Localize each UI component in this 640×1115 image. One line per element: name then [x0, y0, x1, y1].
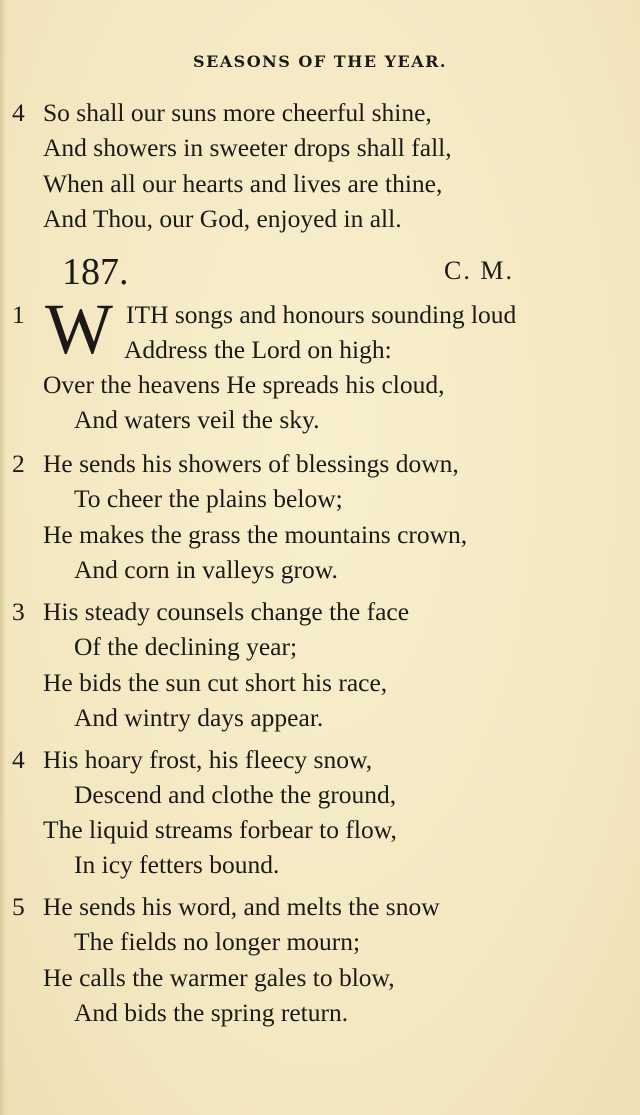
verse-line: And Thou, our God, enjoyed in all.: [43, 204, 402, 233]
verse-line: Over the heavens He spreads his cloud,: [43, 370, 445, 399]
verse-line: The liquid streams forbear to flow,: [43, 815, 397, 844]
stanza-number: 1: [12, 300, 25, 329]
verse-line: ITH songs and honours sounding loud: [126, 300, 517, 329]
verse-line: When all our hearts and lives are thine,: [43, 169, 443, 198]
verse-line: Address the Lord on high:: [124, 335, 392, 364]
verse-line: He sends his showers of blessings down,: [43, 449, 459, 478]
verse-line: He makes the grass the mountains crown,: [43, 520, 468, 549]
verse-line: Of the declining year;: [74, 632, 298, 661]
hymn-number: 187.: [62, 251, 129, 293]
stanza-number: 5: [12, 892, 25, 921]
stanza-number: 3: [12, 597, 25, 626]
verse-line: To cheer the plains below;: [74, 484, 343, 513]
verse-line: Descend and clothe the ground,: [74, 780, 397, 809]
verse-line: His steady counsels change the face: [43, 597, 410, 626]
verse-line: And waters veil the sky.: [74, 405, 320, 434]
verse-line: He bids the sun cut short his race,: [43, 668, 388, 697]
page-edge: [0, 0, 6, 1115]
verse-line: And showers in sweeter drops shall fall,: [43, 133, 452, 162]
verse-line: He calls the warmer gales to blow,: [43, 963, 395, 992]
verse-line: So shall our suns more cheerful shine,: [43, 98, 432, 127]
verse-line: And wintry days appear.: [74, 703, 324, 732]
stanza-number: 4: [12, 745, 25, 774]
stanza-number: 4: [12, 98, 25, 127]
verse-line: And corn in valleys grow.: [74, 555, 338, 584]
hymn-meter: C. M.: [444, 256, 514, 285]
verse-line: And bids the spring return.: [74, 998, 349, 1027]
stanza-number: 2: [12, 449, 25, 478]
verse-line: His hoary frost, his fleecy snow,: [43, 745, 373, 774]
verse-line: In icy fetters bound.: [74, 850, 280, 879]
verse-line: The fields no longer mourn;: [74, 927, 361, 956]
verse-line: He sends his word, and melts the snow: [43, 892, 440, 921]
drop-cap: W: [45, 289, 113, 369]
running-head: SEASONS OF THE YEAR.: [193, 52, 447, 71]
